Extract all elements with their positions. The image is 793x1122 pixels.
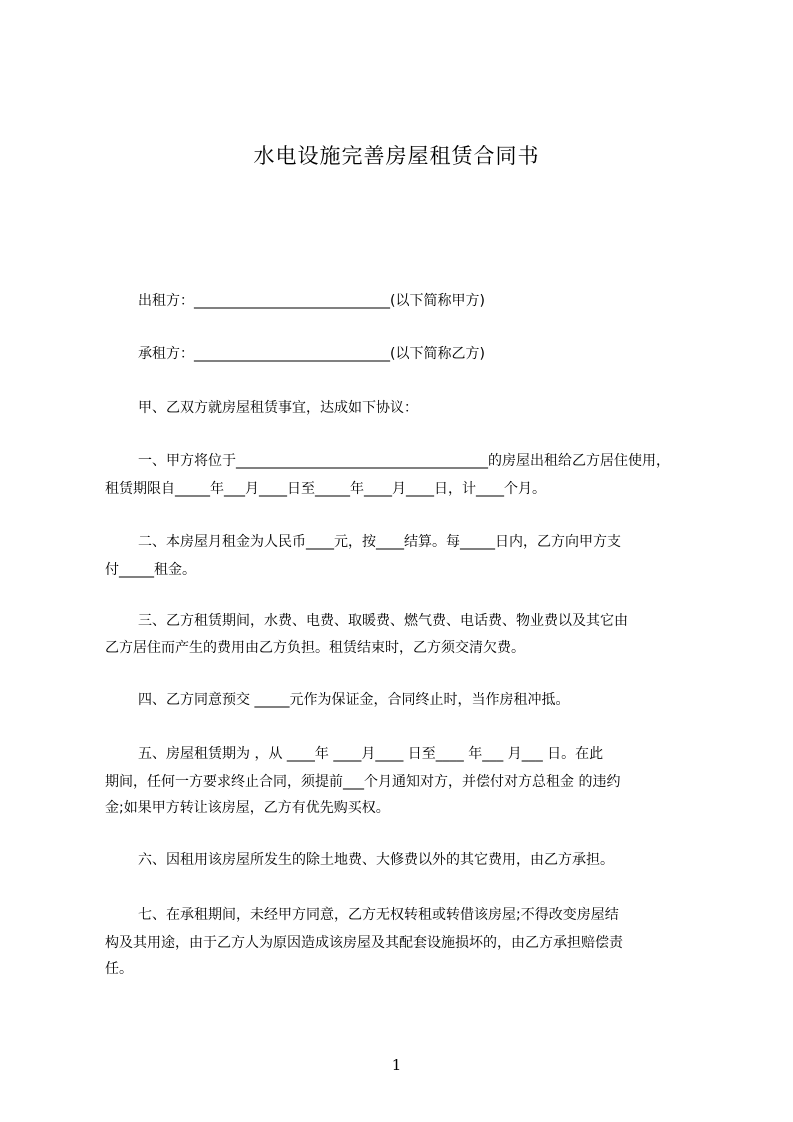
clause-7-line-2: 构及其用途，由于乙方人为原因造成该房屋及其配套设施损坏的，由乙方承担赔偿责 (105, 935, 623, 951)
clause-2-line-1: 二、本房屋月租金为人民币____元，按____结算。每_____日内，乙方向甲方支 (138, 534, 621, 550)
clause-1-line-2: 租赁期限自_____年___月____日至_____年____月____日，计____个月。 (105, 481, 546, 497)
clause-3-line-2: 乙方居住而产生的费用由乙方负担。租赁结束时，乙方须交清欠费。 (105, 640, 525, 656)
clause-3-line-1: 三、乙方租赁期间，水费、电费、取暖费、燃气费、电话费、物业费以及其它由 (138, 613, 628, 629)
lessee-line: 承租方：____________________________(以下简称乙方) (138, 346, 485, 362)
intro-line: 甲、乙双方就房屋租赁事宜，达成如下协议： (138, 400, 418, 416)
clause-1-line-1: 一、甲方将位于____________________________________的房屋出租给乙方居住使用， (138, 453, 670, 469)
lessor-line: 出租方：____________________________(以下简称甲方) (138, 293, 485, 309)
clause-6-line-1: 六、因租用该房屋所发生的除土地费、大修费以外的其它费用，由乙方承担。 (138, 852, 614, 868)
clause-5-line-3: 金;如果甲方转让该房屋，乙方有优先购买权。 (105, 800, 390, 816)
clause-5-line-2: 期间，任何一方要求终止合同，须提前___个月通知对方，并偿付对方总租金 的违约 (105, 774, 621, 790)
clause-7-line-1: 七、在承租期间，未经甲方同意，乙方无权转租或转借该房屋;不得改变房屋结 (138, 907, 619, 923)
page-number: 1 (391, 1056, 402, 1074)
clause-2-line-2: 付_____租金。 (105, 562, 196, 578)
clause-5-line-1: 五、房屋租赁期为 ，从 ____年 ____月____ 日至____ 年___ 月___ 日。在此 (138, 746, 604, 762)
clause-7-line-3: 任。 (105, 961, 133, 977)
clause-4-line-1: 四、乙方同意预交 _____元作为保证金，合同终止时，当作房租冲抵。 (138, 692, 570, 708)
document-title: 水电设施完善房屋租赁合同书 (253, 144, 540, 168)
